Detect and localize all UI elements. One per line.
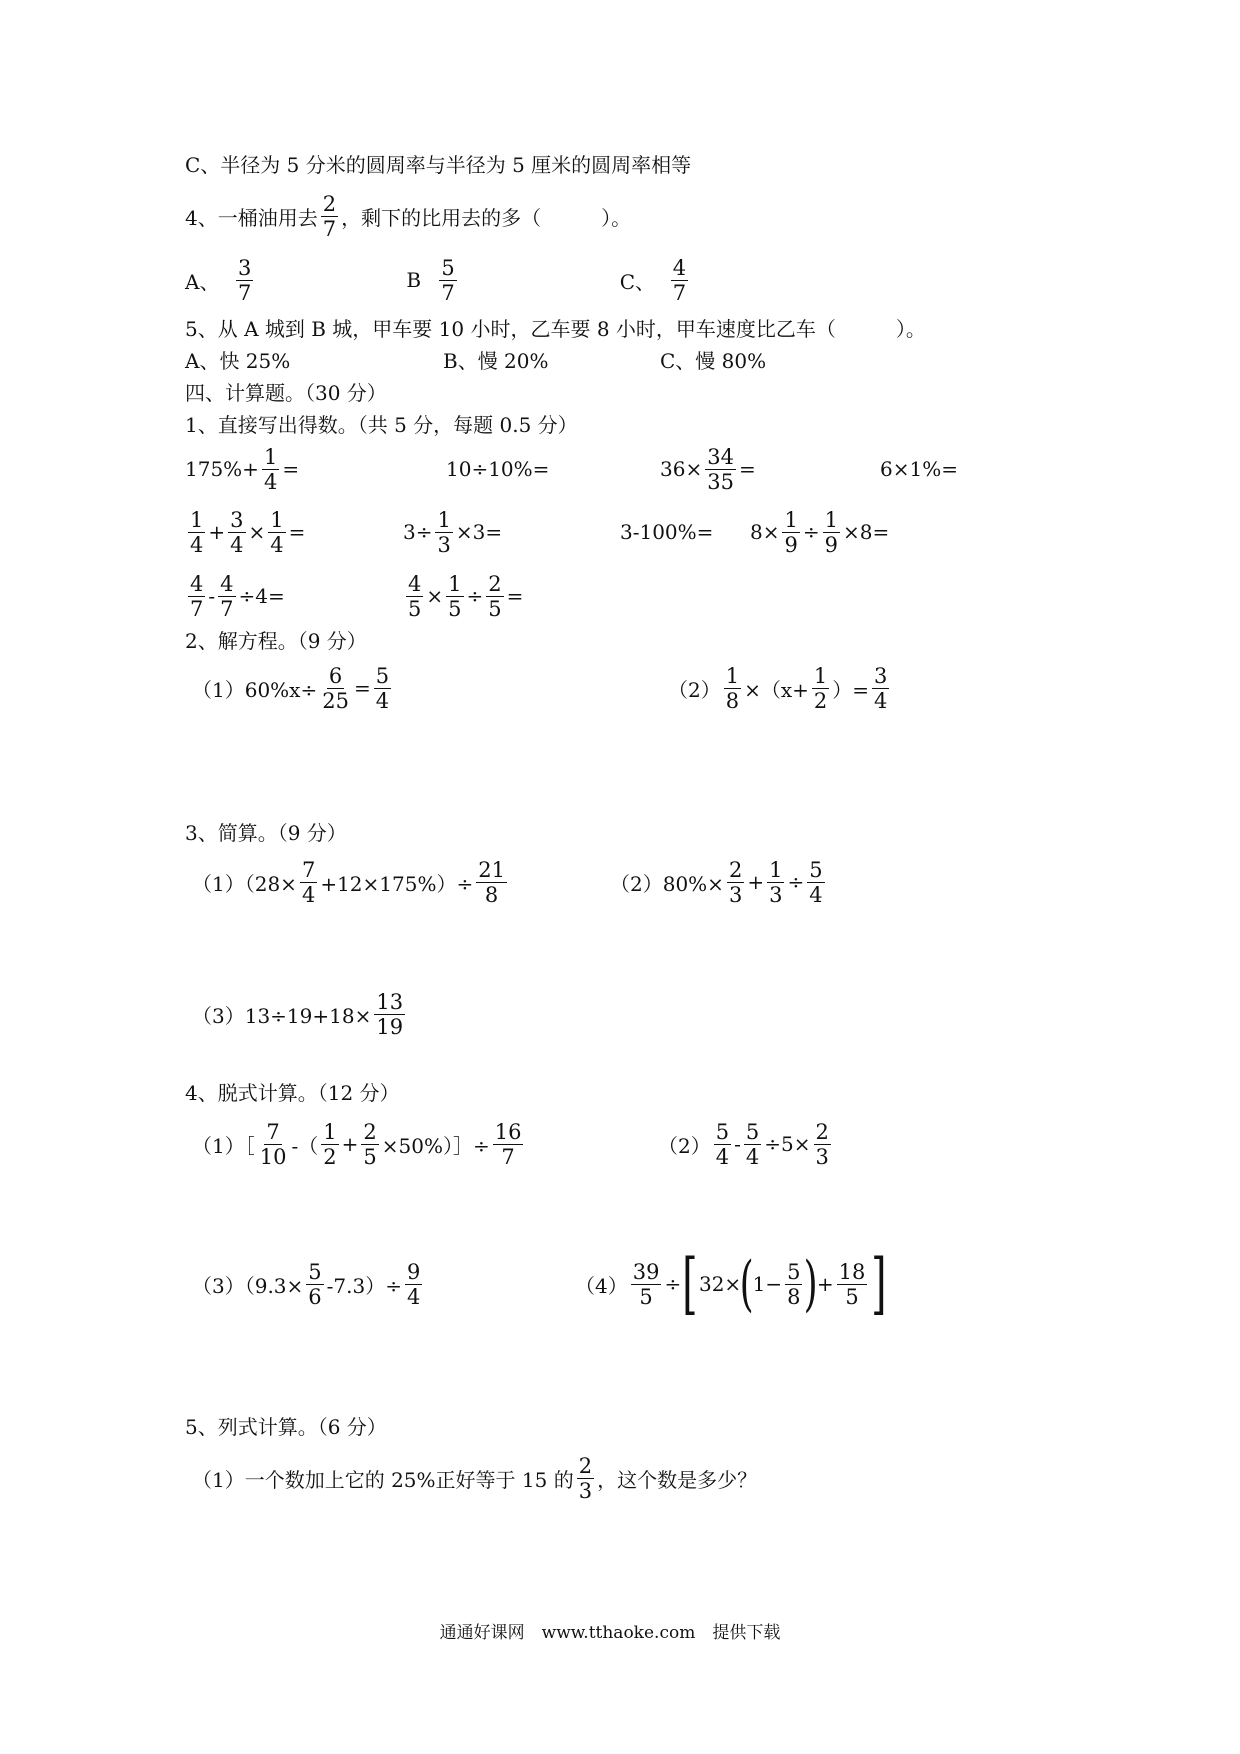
stepwise-4: （4） $\frac{39}{5}$ ÷ [ 32× ( 1− $\frac{5}{8}$ ) + $\frac{18}{5}$ ] <box>575 1245 888 1322</box>
fraction: $\frac{1}{3}$ <box>437 507 451 557</box>
fraction: $\frac{18}{5}$ <box>838 1259 866 1309</box>
q5-option-c: C、慢 80% <box>660 349 767 373</box>
fraction: $\frac{2}{3}$ <box>815 1119 829 1169</box>
fraction: $\frac{1}{4}$ <box>190 507 204 557</box>
question-4: 4、一桶油用去 $\frac{2}{7}$ ，剩下的比用去的多（ ）。 <box>185 191 632 241</box>
fraction: $\frac{2}{3}$ <box>728 857 743 907</box>
fraction: $\frac{13}{19}$ <box>376 989 404 1039</box>
fraction: $\frac{1}{4}$ <box>263 444 278 494</box>
section-2-title: 2、解方程。（9 分） <box>185 629 367 653</box>
right-bracket: ] <box>871 1245 888 1322</box>
equation-1: （1）60%x÷ $\frac{6}{25}$ = $\frac{5}{4}$ <box>192 663 390 713</box>
fraction: $\frac{5}{7}$ <box>441 255 455 305</box>
fraction: $\frac{21}{8}$ <box>478 857 505 907</box>
fraction: $\frac{4}{7}$ <box>672 255 687 305</box>
stepwise-3: （3）（9.3× $\frac{5}{6}$ -7.3）÷ $\frac{9}{4}$ <box>192 1259 421 1309</box>
fraction: $\frac{1}{3}$ <box>769 857 783 907</box>
fraction: $\frac{1}{9}$ <box>784 507 798 557</box>
word-problem-1: （1）一个数加上它的 25%正好等于 15 的 $\frac{2}{3}$ ，这个数是多少？ <box>192 1453 758 1503</box>
calc-item: 10÷10%= <box>446 457 550 481</box>
page-footer: 通通好课网 www.tthaoke.com 提供下载 <box>439 1623 781 1643</box>
section-4-heading: 四、计算题。（30 分） <box>185 381 387 405</box>
section-5-title: 5、列式计算。（6 分） <box>185 1415 387 1439</box>
calc-item: $\frac{4}{5}$ × $\frac{1}{5}$ ÷ $\frac{2}{5}$ = <box>408 571 524 621</box>
fraction: $\frac{1}{2}$ <box>323 1119 337 1169</box>
fraction: $\frac{4}{7}$ <box>190 571 204 621</box>
fraction: $\frac{2}{5}$ <box>363 1119 377 1169</box>
fraction: $\frac{4}{5}$ <box>408 571 422 621</box>
fraction: $\frac{5}{4}$ <box>745 1119 760 1169</box>
fraction: $\frac{5}{4}$ <box>375 663 390 713</box>
calc-item: 3÷ $\frac{1}{3}$ ×3= <box>403 507 503 557</box>
calc-item: $\frac{4}{7}$ - $\frac{4}{7}$ ÷4= <box>190 571 285 621</box>
q3-option-c: C、半径为 5 分米的圆周率与半径为 5 厘米的圆周率相等 <box>185 153 692 177</box>
fraction: $\frac{1}{5}$ <box>448 571 462 621</box>
stepwise-1: （1）［ $\frac{7}{10}$ -（ $\frac{1}{2}$ + $\frac{2}{5}$ ×50%）］÷ $\frac{16}{7}$ <box>192 1119 522 1169</box>
calc-item: 3-100%= <box>620 520 714 544</box>
fraction: $\frac{1}{8}$ <box>725 663 740 713</box>
section-4-title: 4、脱式计算。（12 分） <box>185 1081 400 1105</box>
left-paren: ( <box>739 1249 754 1319</box>
simplify-1: （1）（28× $\frac{7}{4}$ +12×175%）÷ $\frac{21}{8}$ <box>192 857 505 907</box>
calc-item: 175%+ $\frac{1}{4}$ = <box>185 444 300 494</box>
q5-option-a: A、快 25% <box>185 349 291 373</box>
calc-item: 8× $\frac{1}{9}$ ÷ $\frac{1}{9}$ ×8= <box>750 507 890 557</box>
fraction: $\frac{7}{4}$ <box>301 857 316 907</box>
simplify-3: （3）13÷19+18× $\frac{13}{19}$ <box>192 989 404 1039</box>
fraction: $\frac{5}{6}$ <box>308 1259 322 1309</box>
fraction: $\frac{2}{5}$ <box>488 571 502 621</box>
fraction: $\frac{5}{4}$ <box>809 857 823 907</box>
fraction: $\frac{34}{35}$ <box>707 444 734 494</box>
fraction: $\frac{3}{4}$ <box>874 663 888 713</box>
calc-item: $\frac{1}{4}$ + $\frac{3}{4}$ × $\frac{1}{4}$ = <box>190 507 306 557</box>
simplify-2: （2）80%× $\frac{2}{3}$ + $\frac{1}{3}$ ÷ $\frac{5}{4}$ <box>610 857 823 907</box>
fraction: $\frac{9}{4}$ <box>407 1259 421 1309</box>
section-3-title: 3、简算。（9 分） <box>185 821 347 845</box>
fraction: $\frac{7}{10}$ <box>259 1119 287 1169</box>
fraction: $\frac{5}{4}$ <box>715 1119 730 1169</box>
left-bracket: [ <box>682 1245 698 1322</box>
calc-item: 6×1%= <box>880 457 958 481</box>
fraction: $\frac{2}{3}$ <box>578 1453 593 1503</box>
fraction: $\frac{1}{9}$ <box>824 507 838 557</box>
stepwise-2: （2） $\frac{5}{4}$ - $\frac{5}{4}$ ÷5× $\frac{2}{3}$ <box>658 1119 829 1169</box>
fraction: $\frac{3}{7}$ <box>238 255 252 305</box>
fraction: $\frac{6}{25}$ <box>322 663 349 713</box>
q4-options: A、 $\frac{3}{7}$ B $\frac{5}{7}$ C、 $\frac{4}{7}$ <box>185 255 687 305</box>
equation-2: （2） $\frac{1}{8}$ ×（x+ $\frac{1}{2}$ ）= $\frac{3}{4}$ <box>668 663 888 713</box>
question-5: 5、从 A 城到 B 城，甲车要 10 小时，乙车要 8 小时，甲车速度比乙车（ ）。 <box>185 317 926 341</box>
fraction: $\frac{2}{7}$ <box>322 191 337 241</box>
section-1-title: 1、直接写出得数。（共 5 分，每题 0.5 分） <box>185 413 578 437</box>
fraction: $\frac{1}{2}$ <box>813 663 828 713</box>
fraction: $\frac{3}{4}$ <box>230 507 244 557</box>
right-paren: ) <box>804 1249 819 1319</box>
fraction: $\frac{1}{4}$ <box>270 507 284 557</box>
fraction: $\frac{16}{7}$ <box>494 1119 522 1169</box>
fraction: $\frac{4}{7}$ <box>220 571 234 621</box>
fraction: $\frac{39}{5}$ <box>632 1259 660 1309</box>
q5-option-b: B、慢 20% <box>443 349 549 373</box>
fraction: $\frac{5}{8}$ <box>787 1259 801 1309</box>
calc-item: 36× $\frac{34}{35}$ = <box>660 444 756 494</box>
